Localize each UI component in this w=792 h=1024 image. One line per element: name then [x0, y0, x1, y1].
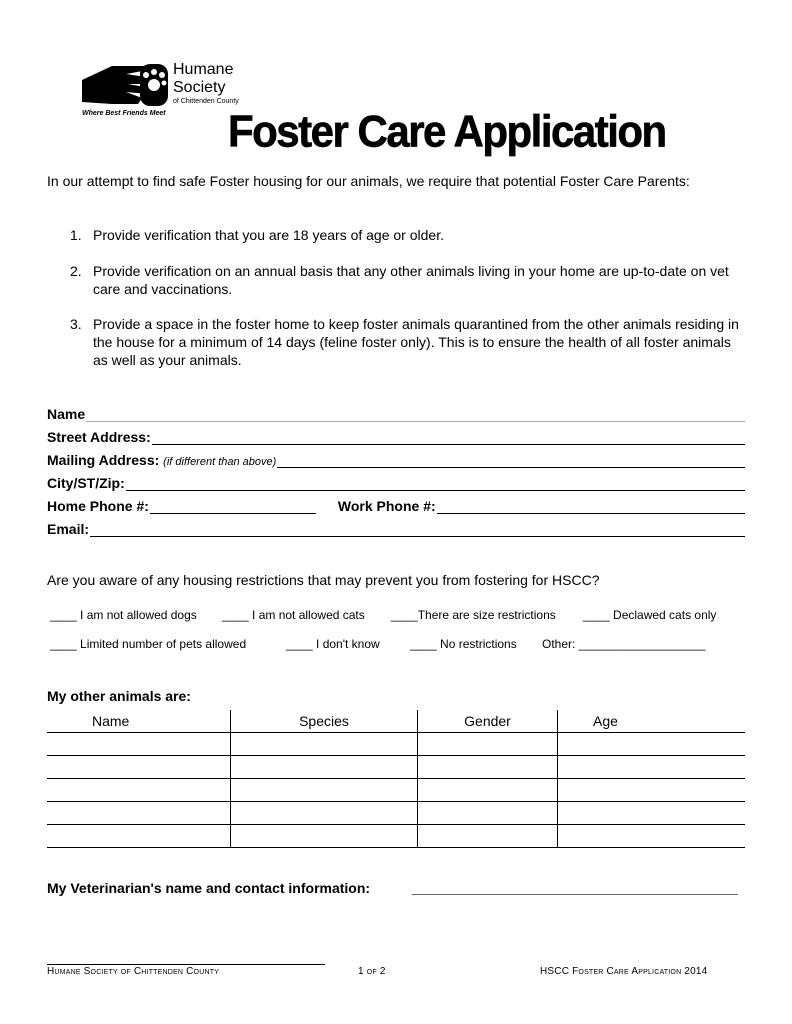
name-label: Name — [47, 406, 86, 422]
work-phone-input-line[interactable] — [437, 498, 745, 514]
city-field-row — [47, 471, 745, 491]
animals-heading: My other animals are: — [47, 688, 191, 704]
requirement-text: Provide verification that you are 18 years of age or older. — [93, 227, 444, 243]
logo-subtitle: of Chittenden County — [173, 98, 239, 105]
city-label: City/ST/Zip: — [47, 475, 125, 491]
requirement-number: 3. — [70, 316, 82, 332]
table-row[interactable] — [47, 825, 745, 848]
work-phone-label: Work Phone #: — [337, 498, 436, 514]
paw-icon — [148, 79, 160, 91]
requirement-item — [70, 262, 750, 298]
mailing-label: Mailing Address: — [47, 452, 160, 468]
logo-name-line1: Humane — [173, 61, 234, 78]
mailing-input-line[interactable] — [277, 452, 745, 468]
name-field-row — [47, 402, 745, 422]
option-no-cats[interactable]: ____ I am not allowed cats — [222, 608, 365, 622]
col-species: Species — [231, 710, 418, 733]
phone-field-row — [47, 494, 745, 514]
col-name: Name — [47, 710, 231, 733]
home-phone-label: Home Phone #: — [47, 498, 149, 514]
intro-text: In our attempt to find safe Foster housing for our animals, we require that potential Foster Care Parents: — [47, 173, 690, 189]
housing-question: Are you aware of any housing restrictions that may prevent you from fostering for HSCC? — [47, 572, 600, 588]
city-input-line[interactable] — [126, 475, 745, 491]
mailing-field-row — [47, 448, 745, 468]
home-phone-input-line[interactable] — [150, 498, 316, 514]
requirement-text: Provide a space in the foster home to keep foster animals quarantined from the other animals residing in the house for a minimum of 14 days (feline foster only). This is to ensure the health of all foster animals as well as your animals. — [93, 316, 739, 368]
col-gender: Gender — [418, 710, 558, 733]
col-age: Age — [558, 710, 746, 733]
option-other[interactable]: Other: ___________________ — [542, 637, 706, 651]
option-size-restrictions[interactable]: ____There are size restrictions — [391, 608, 556, 622]
requirement-number: 1. — [70, 227, 82, 243]
email-label: Email: — [47, 521, 90, 537]
vet-input-line[interactable] — [412, 894, 738, 895]
option-dont-know[interactable]: ____ I don't know — [286, 637, 380, 651]
page-title: Foster Care Application — [228, 106, 666, 157]
mailing-note: (if different than above) — [163, 456, 277, 468]
footer-left: Humane Society of Chittenden County — [47, 966, 220, 977]
requirement-text: Provide verification on an annual basis that any other animals living in your home are up-to-date on vet care and vaccinations. — [93, 263, 729, 297]
animals-table — [47, 710, 745, 848]
street-input-line[interactable] — [152, 429, 745, 445]
footer-divider — [47, 964, 325, 965]
street-field-row — [47, 425, 745, 445]
table-row[interactable] — [47, 733, 745, 756]
table-row[interactable] — [47, 779, 745, 802]
email-input-line[interactable] — [90, 521, 745, 537]
table-row[interactable] — [47, 756, 745, 779]
footer-right: HSCC Foster Care Application 2014 — [540, 966, 708, 977]
option-limited-pets[interactable]: ____ Limited number of pets allowed — [50, 637, 247, 651]
requirement-item — [70, 226, 750, 244]
email-field-row — [47, 517, 745, 537]
logo-tagline: Where Best Friends Meet — [82, 110, 166, 117]
option-no-dogs[interactable]: ____ I am not allowed dogs — [50, 608, 197, 622]
requirement-number: 2. — [70, 263, 82, 279]
vet-label: My Veterinarian's name and contact information: — [47, 880, 371, 896]
requirement-item — [70, 315, 750, 369]
table-header-row — [47, 710, 745, 733]
option-no-restrictions[interactable]: ____ No restrictions — [410, 637, 517, 651]
street-label: Street Address: — [47, 429, 151, 445]
footer-page-number: 1 of 2 — [358, 966, 386, 977]
option-declawed-only[interactable]: ____ Declawed cats only — [583, 608, 717, 622]
name-input-line[interactable] — [86, 406, 745, 422]
table-row[interactable] — [47, 802, 745, 825]
logo-name-line2: Society — [173, 79, 226, 96]
